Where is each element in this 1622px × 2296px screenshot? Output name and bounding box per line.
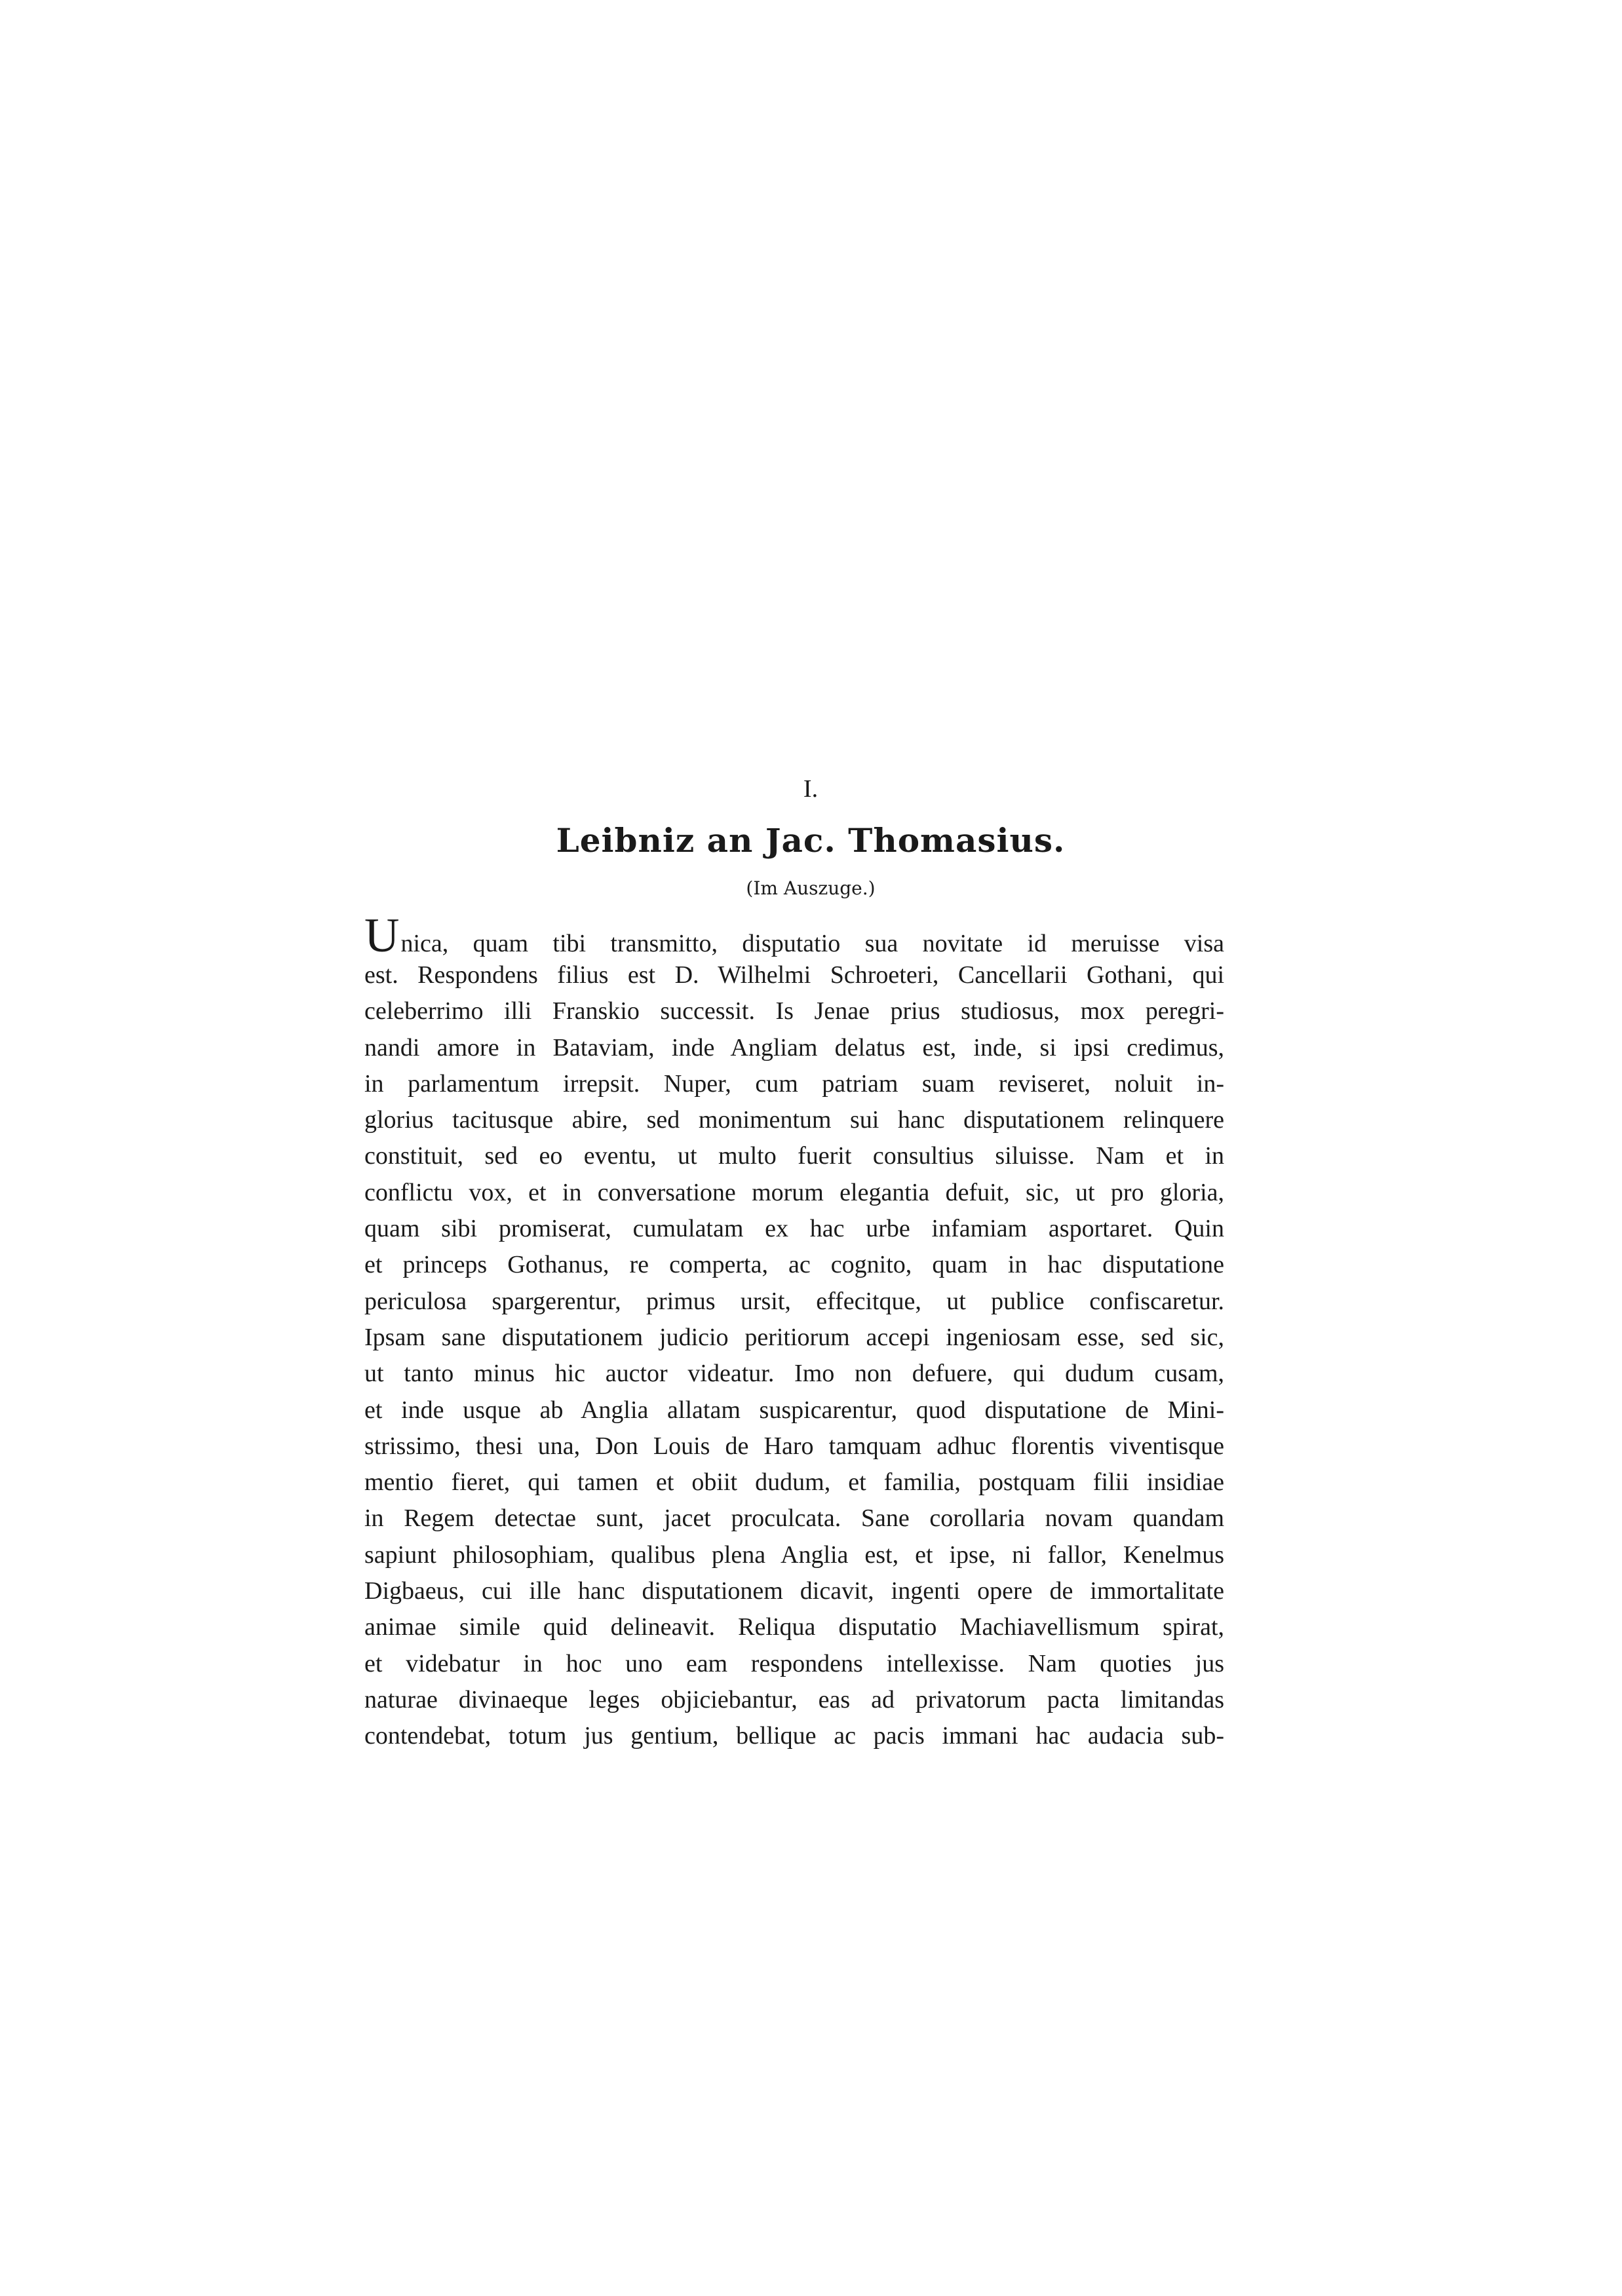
- body-line: conflictu vox, et in conversatione morum elegantia defuit, sic, ut pro gloria,: [364, 1178, 1224, 1206]
- body-line: constituit, sed eo eventu, ut multo fuerit consultius siluisse. Nam et in: [364, 1142, 1224, 1170]
- first-line-text: nica, quam tibi transmitto, disputatio sua novitate id meruisse visa: [400, 930, 1224, 957]
- body-line: Digbaeus, cui ille hanc disputationem dicavit, ingenti opere de immortalitate: [364, 1577, 1224, 1605]
- letter-subtitle: (Im Auszuge.): [746, 877, 876, 899]
- body-line: sapiunt philosophiam, qualibus plena Anglia est, et ipse, ni fallor, Kenelmus: [364, 1540, 1224, 1569]
- body-line: animae simile quid delineavit. Reliqua disputatio Machiavellismum spirat,: [364, 1613, 1224, 1641]
- body-line: strissimo, thesi una, Don Louis de Haro tamquam adhuc florentis viventisque: [364, 1432, 1224, 1460]
- body-line: periculosa spargerentur, primus ursit, effecitque, ut publice confiscaretur.: [364, 1287, 1224, 1315]
- section-numeral: I.: [803, 775, 819, 803]
- body-line: naturae divinaeque leges objiciebantur, eas ad privatorum pacta limitandas: [364, 1685, 1224, 1713]
- body-line: nandi amore in Bataviam, inde Angliam delatus est, inde, si ipsi credimus,: [364, 1033, 1224, 1062]
- body-line: celeberrimo illi Franskio successit. Is Jenae prius studiosus, mox peregri-: [364, 997, 1224, 1025]
- letter-body: [364, 909, 1224, 1755]
- body-line: Ipsam sane disputationem judicio peritiorum accepi ingeniosam esse, sed sic,: [364, 1323, 1224, 1351]
- body-line: est. Respondens filius est D. Wilhelmi Schroeteri, Cancellarii Gothani, qui: [364, 961, 1224, 989]
- body-line: ut tanto minus hic auctor videatur. Imo non defuere, qui dudum cusam,: [364, 1360, 1224, 1388]
- body-line: in parlamentum irrepsit. Nuper, cum patriam suam reviseret, noluit in-: [364, 1069, 1224, 1098]
- body-line: quam sibi promiserat, cumulatam ex hac urbe infamiam asportaret. Quin: [364, 1215, 1224, 1243]
- body-line: contendebat, totum jus gentium, bellique ac pacis immani hac audacia sub-: [364, 1722, 1224, 1750]
- body-line: glorius tacitusque abire, sed monimentum sui hanc disputationem relinquere: [364, 1106, 1224, 1134]
- body-line: mentio fieret, qui tamen et obiit dudum, et familia, postquam filii insidiae: [364, 1468, 1224, 1497]
- initial-letter: U: [364, 909, 400, 963]
- body-line: et inde usque ab Anglia allatam suspicarentur, quod disputatione de Mini-: [364, 1396, 1224, 1424]
- body-line: [364, 909, 1224, 963]
- body-line: et princeps Gothanus, re comperta, ac cognito, quam in hac disputatione: [364, 1251, 1224, 1279]
- body-line: in Regem detectae sunt, jacet proculcata. Sane corollaria novam quandam: [364, 1504, 1224, 1533]
- body-line: et videbatur in hoc uno eam respondens intellexisse. Nam quoties jus: [364, 1649, 1224, 1677]
- letter-title: Leibniz an Jac. Thomasius.: [556, 821, 1066, 860]
